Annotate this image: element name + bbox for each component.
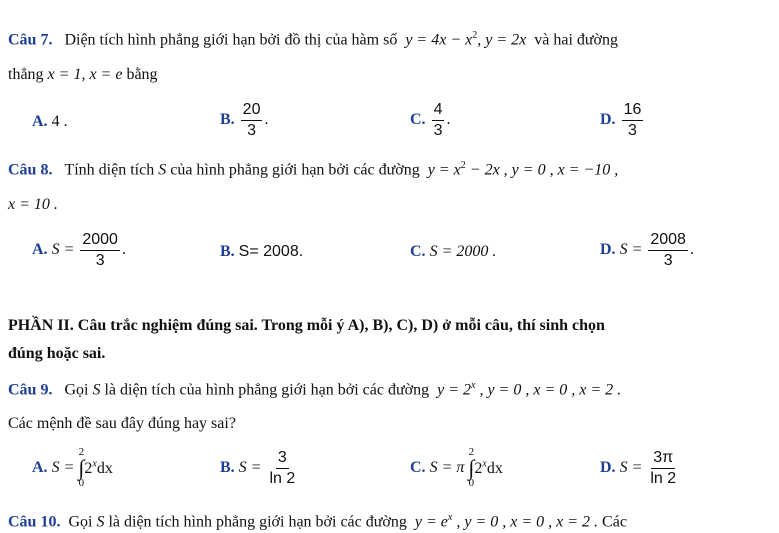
q7-option-d: D. $\frac{16}{3}$: [600, 101, 642, 139]
q7-option-a: A. 4 .: [32, 113, 68, 130]
q7-text4: bằng: [126, 66, 158, 83]
q8-option-d: D. S = $\frac{2008}{3}$ .: [600, 231, 694, 269]
q7-text3: thẳng: [8, 66, 44, 83]
q8-option-a: A. S = $\frac{2000}{3}$ .: [32, 231, 126, 269]
q7-text2: và hai đường: [534, 31, 619, 49]
q9-option-b: B. S = $\frac{3}{\ln 2}$: [220, 449, 296, 487]
q7-eq3: x = 1, x = e: [47, 66, 123, 83]
q10-label: Câu 10.: [8, 513, 61, 531]
part2-title: PHẦN II. Câu trắc nghiệm đúng sai. Trong mỗi ý A), B), C), D) ở mỗi câu, thí sinh chọn: [8, 317, 605, 334]
q9-option-d: D. S = $\frac{3\pi}{\ln 2}$: [600, 449, 677, 487]
q7-line2: [8, 66, 158, 84]
q7-label: Câu 7.: [8, 31, 53, 49]
q7-text1: Diện tích hình phẳng giới hạn bởi đồ thị của hàm số: [64, 31, 398, 49]
q8-option-c: C. S = 2000 .: [410, 243, 497, 260]
q8-line1: Câu 8. Tính diện tích S của hình phẳng giới hạn bởi các đường $y = x^2 - 2x$ , y = 0 , x = −10 ,: [8, 160, 619, 179]
q9-option-a: A. S = 2 ∫ 0 2$^x$dx: [32, 446, 113, 489]
q7-eq1-exp: 2: [472, 30, 478, 41]
integral-sign: 2 ∫ 0: [78, 446, 85, 489]
q7-eq1: y = 4x − x: [405, 31, 473, 49]
q7-option-c: C. $\frac{4}{3}$ .: [410, 101, 451, 139]
q9-label: Câu 9.: [8, 381, 53, 399]
q8-option-b: B. S= 2008.: [220, 243, 304, 260]
integral-sign: 2 ∫ 0: [468, 446, 475, 489]
part2-title-cont: đúng hoặc sai.: [8, 345, 106, 362]
q7-option-b: B. $\frac{20}{3}$ .: [220, 101, 269, 139]
q9-option-c: C. S = π 2 ∫ 0 2$^x$dx: [410, 446, 503, 489]
q9-line1: Câu 9. Gọi S là diện tích của hình phẳng giới hạn bởi các đường $y = 2^x$ , y = 0 , x = 0 , x = 2 .: [8, 380, 622, 399]
q8-line2: x = 10 .: [8, 196, 58, 213]
q7-line1: [8, 30, 618, 49]
q10-line1: Câu 10. Gọi S là diện tích hình phẳng giới hạn bởi các đường $y = e^x$ , y = 0 , x = 0 , x = 2 . Các: [8, 512, 627, 531]
q7-eq2: , y = 2x: [477, 31, 527, 49]
q9-line2: Các mệnh đề sau đây đúng hay sai?: [8, 415, 236, 432]
q8-label: Câu 8.: [8, 161, 53, 179]
